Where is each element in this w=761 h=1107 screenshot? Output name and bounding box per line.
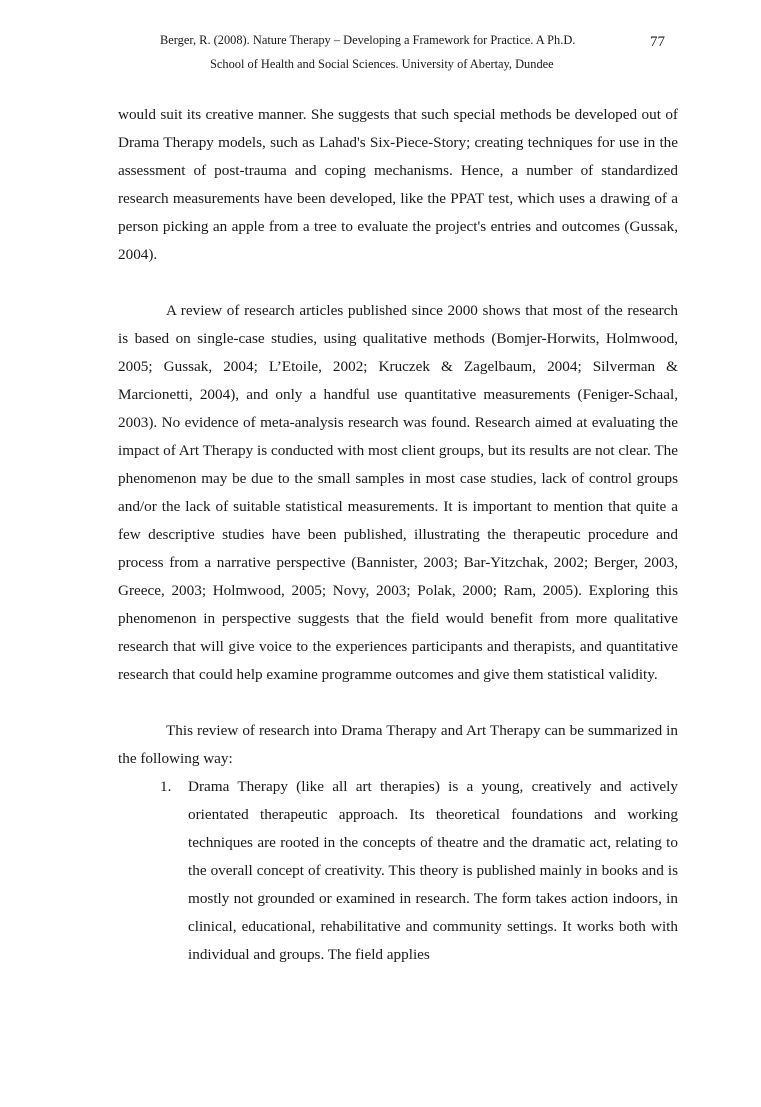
page-number: 77 <box>650 34 665 50</box>
list-item-number: 1. <box>160 778 172 795</box>
paragraph-gap <box>118 689 678 717</box>
header-institution: School of Health and Social Sciences. University of Abertay, Dundee <box>210 57 554 71</box>
list-item <box>118 773 678 969</box>
paragraph-summary-intro: This review of research into Drama Therapy and Art Therapy can be summarized in the following way: <box>118 722 678 767</box>
paragraph-continuation: would suit its creative manner. She suggests that such special methods be developed out of Drama Therapy models, such as Lahad's Six-Piece-Story; creating techniques for use in the assessment of post-trauma and coping mechanisms. Hence, a number of standardized research measurements have been developed, like the PPAT test, which uses a drawing of a person picking an apple from a tree to evaluate the project's entries and outcomes (Gussak, 2004). <box>118 106 678 263</box>
paragraph-research-review: A review of research articles published since 2000 shows that most of the research is based on single-case studies, using qualitative methods (Bomjer-Horwits, Holmwood, 2005; Gussak, 2004; L’Etoile, 2002; Kruczek & Zagelbaum, 2004; Silverman & Marcionetti, 2004), and only a handful use quantitative measurements (Feniger-Schaal, 2003). No evidence of meta-analysis research was found. Research aimed at evaluating the impact of Art Therapy is conducted with most client groups, but its results are not clear. The phenomenon may be due to the small samples in most case studies, lack of control groups and/or the lack of suitable statistical measurements. It is important to mention that quite a few descriptive studies have been published, illustrating the therapeutic procedure and process from a narrative perspective (Bannister, 2003; Bar-Yitzchak, 2002; Berger, 2003, Greece, 2003; Holmwood, 2005; Novy, 2003; Polak, 2000; Ram, 2005). Exploring this phenomenon in perspective suggests that the field would benefit from more qualitative research that will give voice to the experiences participants and therapists, and quantitative research that could help examine programme outcomes and give them statistical validity. <box>118 302 678 683</box>
body-text <box>118 101 678 969</box>
running-header <box>118 31 678 73</box>
header-citation: Berger, R. (2008). Nature Therapy – Developing a Framework for Practice. A Ph.D. <box>160 33 576 47</box>
paragraph-gap <box>118 269 678 297</box>
summary-list <box>118 773 678 969</box>
list-item-text: Drama Therapy (like all art therapies) is a young, creatively and actively orientated therapeutic approach. Its theoretical foundations and working techniques are rooted in the concepts of theatre and the dramatic act, relating to the overall concept of creativity. This theory is published mainly in books and is mostly not grounded or examined in research. The form takes action indoors, in clinical, educational, rehabilitative and community settings. It works both with individual and groups. The field applies <box>188 778 678 963</box>
